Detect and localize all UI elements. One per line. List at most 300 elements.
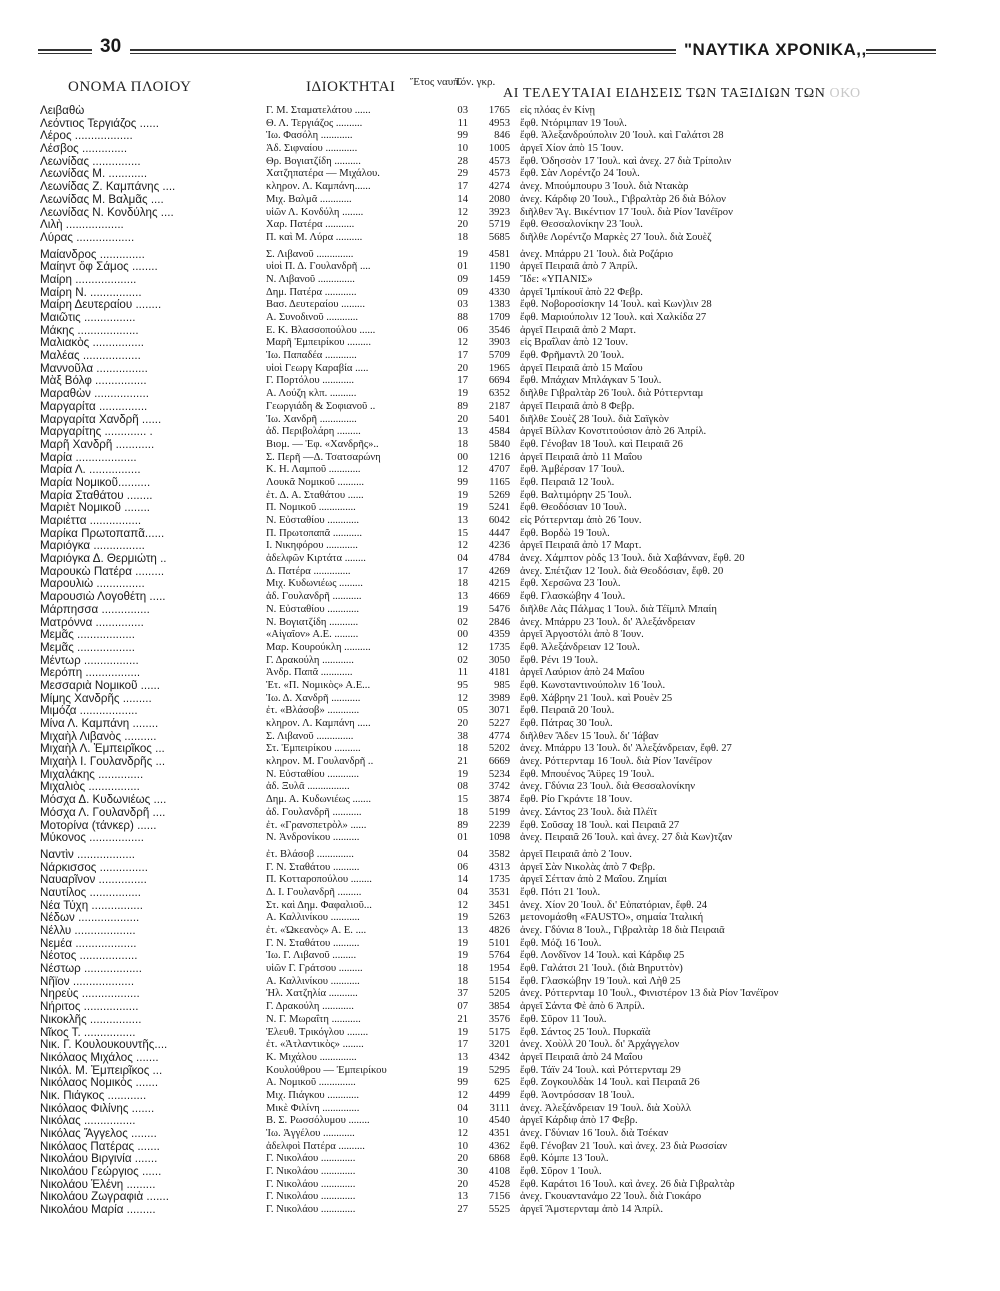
table-row — [40, 325, 940, 338]
voyage-news: ἔφθ. Ὀδησσὸν 17 Ἰουλ. καὶ ἀνεχ. 27 διὰ Τρίπολιν — [520, 155, 732, 167]
ship-name: Μύκονος ................. — [40, 832, 144, 845]
ship-name: Μαρία Σταθάτου ........ — [40, 489, 153, 502]
tonnage: 4362 — [488, 1140, 510, 1152]
ship-name: Μαρία Λ. ................ — [40, 464, 141, 477]
voyage-news: ἀργεῖ Πειραιᾶ ἀπὸ 17 Μαρτ. — [520, 540, 642, 552]
tonnage: 4236 — [488, 540, 510, 552]
ship-name: Λεωνίδας Μ. Βαλμᾶς .... — [40, 193, 164, 206]
owner: Γ. Μ. Σταματελάτου ...... — [266, 105, 371, 116]
voyage-news: ἀνεχ. Κάρδιφ 20 Ἰουλ., Γιβραλτὰρ 26 διὰ Βόλον — [520, 193, 726, 205]
ship-name: Μόσχα Λ. Γουλανδρῆ .... — [40, 806, 166, 819]
tonnage: 3923 — [488, 206, 510, 218]
table-row — [40, 667, 940, 680]
tonnage: 1165 — [489, 476, 510, 488]
voyage-news: ἀνεχ. Ρόττερνταμ 10 Ἰουλ., Φινιστέρον 13 διὰ Ρίον Ἰανέϊρον — [520, 988, 779, 1000]
ship-name: Νῖκος Τ. ................ — [40, 1026, 136, 1039]
owner: Γ. Ν. Σταθάτου .......... — [266, 937, 360, 949]
owner: Γ. Δρακούλη ............ — [266, 654, 354, 666]
ship-name: Μοτορίνα (τάνκερ) ...... — [40, 819, 157, 832]
owner: Π. Πρωτοπαπᾶ ........... — [266, 527, 362, 539]
tonnage: 3111 — [489, 1102, 510, 1114]
ship-name: Ναυαρῖνον ............... — [40, 874, 147, 887]
ship-name: Νικ. Πιάγκος ............ — [40, 1089, 147, 1102]
tonnage: 5764 — [488, 950, 510, 962]
tonnage: 4351 — [488, 1128, 510, 1139]
column-header-latest-news — [503, 86, 861, 102]
table-row — [40, 1103, 940, 1116]
ship-name: Μεμᾶς .................. — [40, 629, 135, 642]
owner: ἐτ. «Ἀτλαντικὸς» ........ — [266, 1039, 364, 1051]
tonnage: 4108 — [488, 1166, 510, 1178]
owner: Βιομ. — Ἐφ. «Χανδρῆς».. — [266, 438, 379, 450]
tonnage: 2080 — [488, 193, 510, 205]
year-built: 17 — [457, 565, 468, 577]
owner: Ἀδ. Σιφναίου ............ — [266, 143, 358, 155]
voyage-news: ἀργεῖ Σὰν Νικολὰς ἀπὸ 7 Φεβρ. — [520, 861, 656, 873]
voyage-news: ἔφθ. Σοῦσαχ 18 Ἰουλ. καὶ Πειραιᾶ 27 — [520, 819, 680, 831]
ship-name: Λέσβος .............. — [40, 143, 128, 156]
year-built: 20 — [457, 1178, 468, 1190]
voyage-news: ἔφθ. Ἀοντρόσσαν 18 Ἰουλ. — [520, 1089, 635, 1101]
tonnage: 4274 — [488, 181, 510, 193]
table-row — [40, 375, 940, 388]
year-built: 12 — [457, 1128, 468, 1139]
owner: Σ. Περῆ —Δ. Τσατσαρώνη — [266, 451, 381, 463]
table-row — [40, 680, 940, 693]
ship-name: Μιχαλάκης .............. — [40, 768, 144, 781]
owner: Γ. Νικολάου ............. — [266, 1191, 356, 1203]
tonnage: 3576 — [488, 1013, 510, 1025]
tonnage: 4215 — [488, 578, 510, 590]
owner: ἀδελφῶν Κιρτάτα ........ — [266, 553, 366, 565]
tonnage: 5840 — [488, 438, 510, 450]
latest-news-faded: ΟΚΟ — [829, 86, 861, 101]
tonnage: 5685 — [488, 231, 510, 243]
year-built: 12 — [457, 540, 468, 552]
ship-name: Μαρουσιὼ Λογοθέτη ..... — [40, 591, 166, 604]
owner: υἱῶν Λ. Κονδύλη ........ — [266, 206, 364, 218]
tonnage: 4826 — [488, 925, 510, 936]
owner: Ἰω. Δ. Χανδρῆ ........... — [266, 692, 361, 704]
voyage-news: ἀνεχ. Ρόττερνταμ 16 Ἰουλ. διὰ Ρίον Ἰανέϊρον — [520, 756, 712, 768]
year-built: 21 — [457, 756, 468, 768]
ship-name: Νέα Τύχη ................ — [40, 899, 143, 912]
table-row — [40, 849, 940, 862]
owner: Π. καὶ Μ. Λύρα .......... — [266, 231, 363, 243]
voyage-news: ἔφθ. Θεσσαλονίκην 23 Ἰουλ. — [520, 219, 643, 231]
table-row — [40, 693, 940, 706]
table-row — [40, 249, 940, 262]
voyage-news: ἀργεῖ Ἰμπίκουϊ ἀπὸ 22 Φεβρ. — [520, 286, 643, 298]
year-built: 18 — [457, 806, 468, 818]
year-built: 20 — [457, 219, 468, 231]
ship-name: Μὰξ Βόλφ ................ — [40, 375, 147, 388]
table-row — [40, 743, 940, 756]
year-built: 12 — [457, 1089, 468, 1101]
table-row — [40, 807, 940, 820]
tonnage: 4330 — [488, 286, 510, 298]
ship-name: Μαρουλιὼ ............... — [40, 578, 145, 591]
voyage-news: ἔφθ. Καράτσι 16 Ἰουλ. καὶ ἀνεχ. 26 διὰ Γιβραλτὰρ — [520, 1178, 735, 1190]
year-built: 38 — [457, 730, 468, 742]
voyage-news: ἀργεῖ Πειραιᾶ ἀπὸ 11 Μαΐου — [520, 451, 643, 463]
owner: Γ. Ν. Σταθάτου .......... — [266, 861, 360, 873]
year-built: 20 — [457, 1153, 468, 1165]
voyage-news: ἔφθ. Ἀμβέρσαν 17 Ἰουλ. — [520, 464, 625, 476]
owner: ἀδ. Γουλανδρῆ ........... — [266, 806, 362, 818]
ship-name: Νικόλας ................ — [40, 1115, 136, 1128]
owner: Ἰω. Παπαδέα ............ — [266, 350, 357, 362]
table-row — [40, 1166, 940, 1179]
year-built: 04 — [457, 886, 468, 898]
owner: Κουλούθρου — Ἐμπειρίκου — [266, 1064, 387, 1076]
voyage-news: διῆλθε Σουὲζ 28 Ἰουλ. διὰ Σαϊγκὸν — [520, 413, 669, 425]
owner: ἀδ. Περιβολάρη ......... — [266, 426, 361, 438]
owner: υἱοὶ Γεωργ Καραβία ..... — [266, 362, 369, 374]
ship-group — [40, 249, 940, 845]
table-row — [40, 604, 940, 617]
voyage-news: ἀνεχ. Ἀλεξάνδρειαν 19 Ἰουλ. διὰ Χοὺλλ — [520, 1102, 691, 1114]
tonnage: 4528 — [488, 1178, 510, 1190]
owner: ἐτ. «Ὠκεανὸς» Α. Ε. .... — [266, 925, 367, 936]
ship-name: Μίνα Λ. Καμπάνη ........ — [40, 718, 159, 730]
voyage-news: ἔφθ. Ρένι 19 Ἰουλ. — [520, 654, 599, 666]
voyage-news: ἔφθ. Ἀλεξάνδρειαν 12 Ἰουλ. — [520, 641, 640, 653]
owner: ἐτ. «Γρανσπετρὸλ» ...... — [266, 819, 367, 831]
year-built: 12 — [457, 337, 468, 349]
year-built: 02 — [457, 654, 468, 666]
tonnage: 2239 — [488, 819, 510, 831]
owner: Α. Λούζη κλπ. .......... — [266, 388, 357, 400]
owner: Μιχ. Βαλμᾶ ............ — [266, 193, 352, 205]
ship-name: Λεωνίδας ............... — [40, 155, 141, 168]
ship-group — [40, 105, 940, 245]
year-built: 19 — [457, 603, 468, 615]
year-built: 13 — [457, 1191, 468, 1203]
year-built: 18 — [457, 578, 468, 590]
voyage-news: διῆλθε Λορέντζο Μαρκὲς 27 Ἰουλ. διὰ Σουὲζ — [520, 231, 712, 243]
voyage-news: μετονομάσθη «FAUSTO», σημαία Ἰταλική — [520, 912, 704, 924]
voyage-news: ἔφθ. Γένοβαν 21 Ἰουλ. καὶ ἀνεχ. 23 διὰ Ρωσσίαν — [520, 1140, 728, 1152]
ship-name: Λεωνίδας Μ. ............ — [40, 168, 148, 181]
ship-name: Νικόλαος Φιλίνης ....... — [40, 1102, 155, 1115]
tonnage: 5719 — [488, 219, 510, 231]
voyage-news: ἀργεῖ Σέτταν ἀπὸ 2 Μαΐου. Ζημίαι — [520, 874, 667, 886]
voyage-news: ἔφθ. Πάτρας 30 Ἰουλ. — [520, 718, 613, 729]
table-row — [40, 578, 940, 591]
owner: Δ. Ι. Γουλανδρῆ ......... — [266, 886, 362, 898]
year-built: 09 — [457, 286, 468, 298]
table-row — [40, 337, 940, 350]
voyage-news: ἀνεχ. Μπούμπουρυ 3 Ἰουλ. διὰ Ντακὰρ — [520, 181, 689, 193]
owner: Α. Συνοδινοῦ ............ — [266, 312, 359, 323]
table-row — [40, 874, 940, 887]
ship-name: Μαλέας .................. — [40, 350, 141, 363]
year-built: 19 — [457, 248, 468, 260]
ship-name: Νέλλυ ................... — [40, 925, 136, 937]
tonnage: 5234 — [488, 768, 510, 780]
owner: κληρον. Λ. Καμπάνη ..... — [266, 718, 371, 729]
ship-name: Μιχαὴλ Ι. Γουλανδρῆς ... — [40, 756, 166, 769]
column-header-tonnage: Τόν. γκρ. — [454, 76, 496, 88]
owner: Ε. Κ. Βλασσοπούλου ...... — [266, 324, 376, 336]
tonnage: 3546 — [488, 324, 510, 336]
table-row — [40, 820, 940, 833]
tonnage: 7156 — [488, 1191, 510, 1203]
table-row — [40, 181, 940, 194]
voyage-news: ἀργεῖ Ἄμστερνταμ ἀπὸ 14 Ἀπρίλ. — [520, 1204, 663, 1216]
table-row — [40, 1039, 940, 1052]
tonnage: 5202 — [488, 743, 510, 755]
owner: Ἰω. Φασόλη ............ — [266, 130, 353, 142]
voyage-news: ἀργεῖ Βίλλαν Κονστιτούσιον ἀπὸ 26 Ἀπρίλ. — [520, 426, 707, 438]
tonnage: 1954 — [488, 963, 510, 975]
tonnage: 1383 — [488, 299, 510, 311]
year-built: 17 — [457, 375, 468, 387]
owner: Α. Νομικοῦ .............. — [266, 1077, 356, 1089]
year-built: 27 — [457, 1204, 468, 1216]
tonnage: 4447 — [488, 527, 510, 539]
voyage-news: ἔφθ. Βαλτιμόρην 25 Ἰουλ. — [520, 489, 632, 501]
voyage-news: ἔφθ. Θεοδόσιαν 10 Ἰουλ. — [520, 502, 627, 514]
tonnage: 3989 — [488, 692, 510, 704]
tonnage: 5263 — [488, 912, 510, 924]
tonnage: 1735 — [488, 874, 510, 886]
voyage-news: ἀνεχ. Πειραιᾶ 26 Ἰουλ. καὶ ἀνεχ. 27 διὰ Κων)τζαν — [520, 832, 733, 844]
ship-name: Μαρουκὼ Πατέρα ......... — [40, 565, 165, 578]
owner: ἀδελφοὶ Πατέρα .......... — [266, 1140, 365, 1152]
tonnage: 5205 — [488, 988, 510, 1000]
year-built: 14 — [457, 193, 468, 205]
tonnage: 6694 — [488, 375, 510, 387]
voyage-news: ἔφθ. Γλασκώβην 4 Ἰουλ. — [520, 591, 626, 603]
column-header-owners: ΙΔΙΟΚΤΗΤΑΙ — [306, 79, 396, 95]
tonnage: 2187 — [488, 400, 510, 412]
ship-name: Μαίρη Ν. ................ — [40, 286, 142, 299]
voyage-news: ἔφθ. Πειραιᾶ 20 Ἰουλ. — [520, 705, 615, 717]
year-built: 02 — [457, 616, 468, 628]
table-row — [40, 464, 940, 477]
ship-name: Λιλὴ .................. — [40, 219, 124, 232]
year-built: 19 — [457, 502, 468, 514]
year-built: 05 — [457, 705, 468, 717]
ship-name: Μαριέττα ................ — [40, 515, 142, 527]
year-built: 20 — [457, 413, 468, 425]
table-row — [40, 414, 940, 427]
tonnage: 4581 — [488, 248, 510, 260]
ship-name: Νηρεὺς .................. — [40, 988, 140, 1001]
voyage-news: ἀνεχ. Γδύνια 23 Ἰουλ. διὰ Θεσσαλονίκην — [520, 781, 696, 793]
voyage-news: ἔφθ. Γλασκώβην 19 Ἰουλ. καὶ Λὴθ 25 — [520, 975, 681, 987]
year-built: 99 — [457, 130, 468, 142]
tonnage: 3903 — [488, 337, 510, 349]
owner: Γ. Νικολάου ............. — [266, 1166, 356, 1178]
tonnage: 5401 — [488, 413, 510, 425]
owner: Κ. Μιχάλου .............. — [266, 1051, 357, 1063]
table-row — [40, 1191, 940, 1204]
owner: Ν. Εὐσταθίου ............ — [266, 603, 360, 615]
owner: Ἐτ. «Π. Νομικὸς» Α.Ε... — [266, 679, 371, 691]
voyage-news: ἔφθ. Ἀλεξανδρούπολιν 20 Ἰουλ. καὶ Γαλάτσι 28 — [520, 130, 724, 142]
ship-name: Μεμᾶς .................. — [40, 641, 135, 654]
table-row — [40, 566, 940, 579]
voyage-news: ἔφθ. Ζογκουλδὰκ 14 Ἰουλ. καὶ Πειραιᾶ 26 — [520, 1077, 700, 1089]
owner: ἀδ. Ξυλᾶ ................ — [266, 781, 350, 793]
tonnage: 4499 — [488, 1089, 510, 1101]
ship-name: Ναντὶν .................. — [40, 848, 136, 861]
year-built: 18 — [457, 743, 468, 755]
table-row — [40, 439, 940, 452]
table-row — [40, 401, 940, 414]
ship-name: Μαίρη Δευτεραίου ........ — [40, 299, 162, 312]
voyage-news: διῆλθεν Ἄδεν 15 Ἰουλ. δι' Ἰάβαν — [520, 730, 659, 742]
tonnage: 4573 — [488, 155, 510, 167]
table-row — [40, 718, 940, 731]
year-built: 10 — [457, 1140, 468, 1152]
voyage-news: ἔφθ. Σὰν Λορέντζο 24 Ἰουλ. — [520, 168, 640, 180]
year-built: 03 — [457, 105, 468, 116]
ship-name: Λεωνίδας Ν. Κονδύλης .... — [40, 206, 174, 219]
table-row — [40, 515, 940, 528]
tonnage: 1765 — [488, 105, 510, 116]
voyage-news: ἔφθ. Τάϊν 24 Ἰουλ. καὶ Ρόττερνταμ 29 — [520, 1064, 681, 1076]
table-row — [40, 287, 940, 300]
ship-name: Μόσχα Δ. Κυδωνιέως .... — [40, 794, 167, 807]
voyage-news: ἀνεχ. Χίον 20 Ἰουλ. δι' Εὐπατόριαν, ἔφθ. 24 — [520, 899, 708, 911]
table-row — [40, 756, 940, 769]
owner: Ἐλευθ. Τρικόγλου ........ — [266, 1026, 369, 1038]
table-row — [40, 168, 940, 181]
tonnage: 4584 — [488, 426, 510, 438]
ship-name: Νάρκισσος ............... — [40, 861, 148, 874]
owner: Α. Καλλινίκου ........... — [266, 975, 360, 987]
ship-name: Νῆϊον ................... — [40, 975, 135, 988]
ship-name: Μάρπησσα ............... — [40, 603, 150, 616]
voyage-news: ἀνεχ. Σάντος 23 Ἰουλ. διὰ Πλέϊτ — [520, 806, 658, 818]
owner: υἱοὶ Π. Δ. Γουλανδρῆ .... — [266, 261, 371, 273]
ship-name: Μαραθὼν ................. — [40, 388, 149, 401]
table-row — [40, 832, 940, 845]
owner: Στ. Ἐμπειρίκου .......... — [266, 743, 361, 755]
table-row — [40, 1077, 940, 1090]
owner: Ν. Λιβανοῦ .............. — [266, 273, 355, 285]
tonnage: 3582 — [488, 848, 510, 860]
header-rule-left — [38, 49, 92, 54]
ship-name: Νικόλαος Νομικὸς ....... — [40, 1077, 159, 1090]
owner: Ν. Ἀνδρονίκου .......... — [266, 832, 360, 844]
ship-name: Νικολάου Μαρία ......... — [40, 1204, 156, 1217]
table-row — [40, 1027, 940, 1040]
owner: Γ. Νικολάου ............. — [266, 1153, 356, 1165]
table-row — [40, 862, 940, 875]
tonnage: 5295 — [488, 1064, 510, 1076]
voyage-news: ἔφθ. Πότι 21 Ἰουλ. — [520, 886, 601, 898]
tonnage: 1459 — [488, 273, 510, 285]
table-row — [40, 194, 940, 207]
voyage-news: ἀργεῖ Πειραιᾶ ἀπὸ 7 Ἀπρίλ. — [520, 261, 638, 273]
table-row — [40, 312, 940, 325]
ship-name: Μαρίκα Πρωτοπαπᾶ...... — [40, 527, 165, 540]
table-row — [40, 925, 940, 938]
table-row — [40, 912, 940, 925]
year-built: 19 — [457, 489, 468, 501]
year-built: 09 — [457, 273, 468, 285]
voyage-news: ἀνεχ. Γκουαντανάμο 22 Ἰουλ. διὰ Γιοκάρο — [520, 1191, 702, 1203]
table-row — [40, 490, 940, 503]
year-built: 28 — [457, 155, 468, 167]
owner: Σ. Λιβανοῦ .............. — [266, 730, 354, 742]
voyage-news: ἀργεῖ Πειραιᾶ ἀπὸ 8 Φεβρ. — [520, 400, 635, 412]
ship-name: Νέοτος .................. — [40, 950, 138, 963]
year-built: 00 — [457, 629, 468, 641]
table-row — [40, 769, 940, 782]
year-built: 89 — [457, 400, 468, 412]
table-row — [40, 1052, 940, 1065]
ship-name: Λεωνίδας Ζ. Καμπάνης .... — [40, 181, 176, 194]
year-built: 04 — [457, 848, 468, 860]
table-row — [40, 1014, 940, 1027]
voyage-news: ἔφθ. Γένοβαν 18 Ἰουλ. καὶ Πειραιᾶ 26 — [520, 438, 683, 450]
voyage-news: ἔφθ. Σάντος 25 Ἰουλ. Πυρκαϊὰ — [520, 1026, 651, 1038]
year-built: 13 — [457, 925, 468, 936]
year-built: 11 — [457, 667, 468, 679]
table-row — [40, 274, 940, 287]
ship-name: Μιχαὴλ Λιβανὸς .......... — [40, 730, 157, 743]
owner: Ἰω. Χανδρῆ .............. — [266, 413, 357, 425]
tonnage: 3050 — [488, 654, 510, 666]
year-built: 19 — [457, 1064, 468, 1076]
table-row — [40, 528, 940, 541]
tonnage: 4573 — [488, 168, 510, 180]
column-header-ship-name: ΟΝΟΜΑ ΠΛΟΙΟΥ — [68, 79, 192, 95]
tonnage: 4540 — [488, 1115, 510, 1127]
table-row — [40, 591, 940, 604]
tonnage: 5227 — [488, 718, 510, 729]
year-built: 19 — [457, 1026, 468, 1038]
ship-name: Μιχαλιὸς ................ — [40, 781, 140, 794]
voyage-news: εἰς Ρόττερνταμ ἀπὸ 26 Ἰουν. — [520, 515, 642, 526]
owner: Γ. Νικολάου ............. — [266, 1178, 356, 1190]
owner: Ν. Βογιατζίδη ........... — [266, 616, 359, 628]
year-built: 20 — [457, 718, 468, 729]
owner: Π. Κοτταροπούλου ........ — [266, 874, 372, 886]
ship-name: Μιμόζα .................. — [40, 705, 138, 718]
tonnage: 5101 — [488, 937, 510, 949]
voyage-news: ἔφθ. Ρίο Γκράντε 18 Ἰουν. — [520, 794, 633, 806]
ship-group — [40, 849, 940, 1217]
table-row — [40, 207, 940, 220]
voyage-news: ἔφθ. Χερσῶνα 23 Ἰουλ. — [520, 578, 621, 590]
tonnage: 1735 — [488, 641, 510, 653]
ship-name: Μαρῆ Χανδρῆ ............ — [40, 438, 155, 451]
owner: Ἰω. Ἀγγέλου ............ — [266, 1128, 355, 1139]
table-row — [40, 1141, 940, 1154]
voyage-news: ἀργεῖ Πειραιᾶ ἀπὸ 2 Ἰουν. — [520, 848, 632, 860]
table-row — [40, 1001, 940, 1014]
year-built: 13 — [457, 591, 468, 603]
owner: Δημ. Α. Κυδωνιέως ....... — [266, 794, 371, 806]
ship-name: Νικολάου Ἑλένη ......... — [40, 1178, 156, 1191]
ship-name: Μέντωρ ................. — [40, 654, 139, 667]
magazine-title: "ΝΑΥΤΙΚΑ ΧΡΟΝΙΚΑ,, — [684, 40, 867, 59]
ship-name: Νικολάου Γεώργιος ...... — [40, 1166, 162, 1179]
ship-name: Νικ. Γ. Κουλουκουντῆς.... — [40, 1039, 168, 1052]
year-built: 95 — [457, 679, 468, 691]
tonnage: 5241 — [488, 502, 510, 514]
owner: ἐτ. Βλάσοβ .............. — [266, 848, 354, 860]
year-built: 12 — [457, 641, 468, 653]
year-built: 19 — [457, 912, 468, 924]
